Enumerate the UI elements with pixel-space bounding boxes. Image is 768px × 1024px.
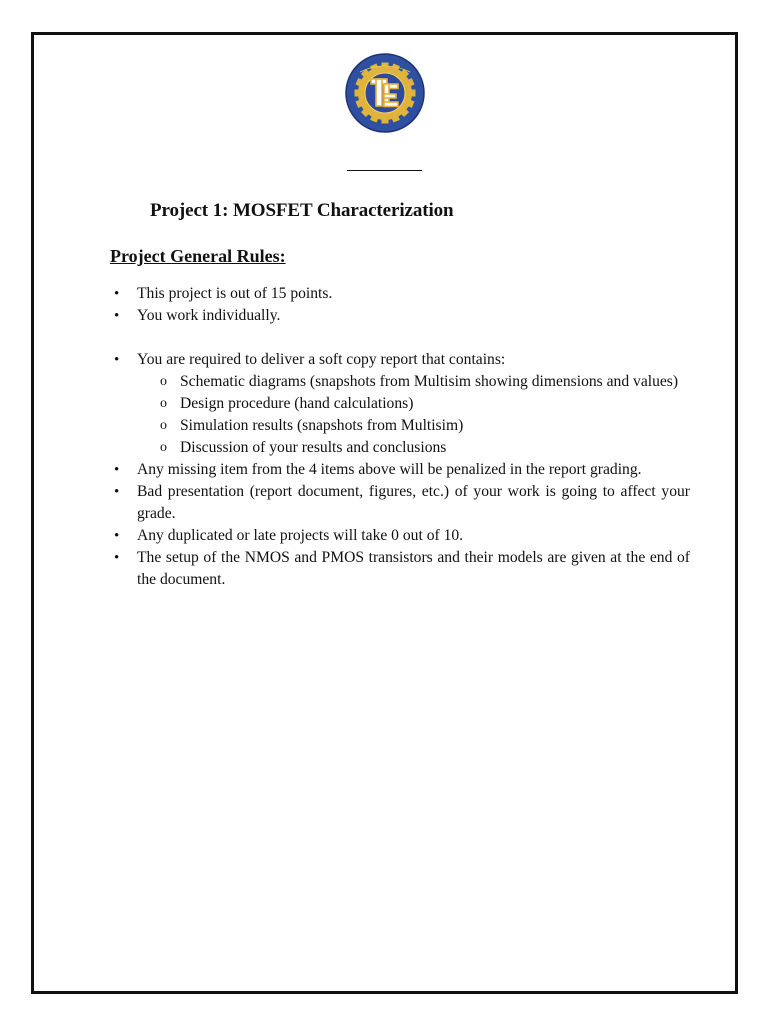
- rules-heading: Project General Rules:: [110, 246, 286, 266]
- rule-item-missing: [110, 459, 690, 481]
- project-title: Project 1: MOSFET Characterization: [150, 200, 454, 221]
- rule-item-presentation: [110, 481, 690, 525]
- rule-item-individual: [110, 305, 690, 327]
- rules-list: [110, 283, 690, 591]
- rule-item-setup: [110, 547, 690, 591]
- rule-text: Any duplicated or late projects will take 0 out of 10.: [137, 527, 464, 544]
- rules-content: [110, 283, 690, 591]
- rule-text: This project is out of 15 points.: [137, 285, 333, 302]
- rule-item-points: [110, 283, 690, 305]
- report-items-list: [137, 371, 690, 459]
- report-item: o Discussion of your results and conclusions: [137, 437, 690, 459]
- rule-text: You work individually.: [137, 307, 281, 324]
- rule-text: Any missing item from the 4 items above will be penalized in the report grading.: [137, 461, 642, 478]
- rule-text: Bad presentation (report document, figures, etc.) of your work is going to affect your grade.: [137, 483, 690, 522]
- rule-text: The setup of the NMOS and PMOS transistors and their models are given at the end of the document.: [137, 549, 690, 588]
- rule-text: You are required to deliver a soft copy report that contains:: [137, 351, 506, 368]
- title-rule: [347, 170, 422, 171]
- rule-item-late: [110, 525, 690, 547]
- report-item: o Simulation results (snapshots from Multisim): [137, 415, 690, 437]
- te-gear-emblem-icon: [344, 52, 426, 134]
- report-item: o Design procedure (hand calculations): [137, 393, 690, 415]
- report-item: o Schematic diagrams (snapshots from Multisim showing dimensions and values): [137, 371, 690, 393]
- rule-item-report: [110, 349, 690, 459]
